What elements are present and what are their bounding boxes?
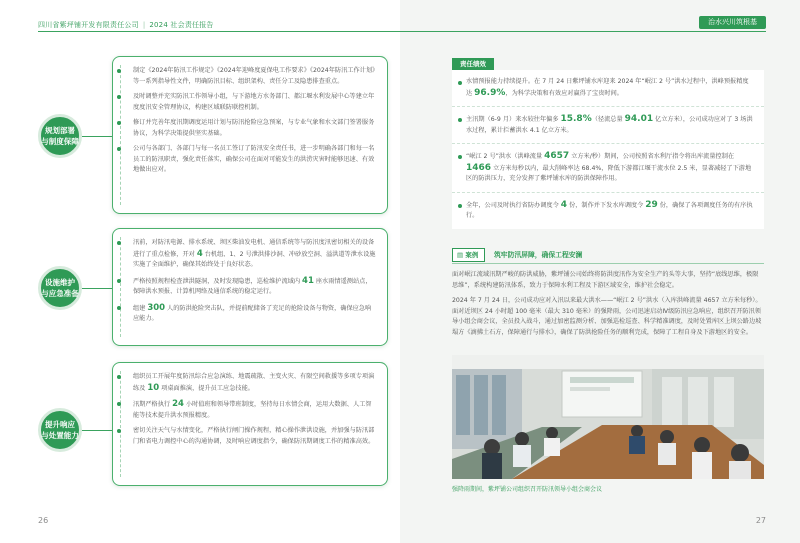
bullet-dot: [458, 118, 462, 122]
highlight-number: 29: [645, 199, 658, 210]
highlight-number: 41: [302, 275, 314, 286]
row-text: 立方米/秒）期间，公司按照省水利厅指令将出库流量控制在: [569, 153, 735, 160]
list-item: [123, 276, 377, 298]
section-facilities: [38, 228, 376, 346]
row-text: 全年，公司及时执行省防办调度令: [466, 201, 561, 209]
meeting-photo-illustration: [452, 355, 764, 479]
highlight-number: 96.9%: [474, 87, 506, 98]
item-text: 座水雨情遥测站点，保障洪水预报、计算机网络及通信系统的稳定运行。: [133, 277, 372, 295]
photo-caption: 强降雨期间，紫坪铺公司组织召开防汛领导小组会商会议: [452, 486, 603, 493]
list-item: [123, 399, 377, 421]
bullet-dot: [117, 69, 121, 73]
row-text: ，为科学决策和有效应对赢得了宝贵时间。: [505, 89, 623, 97]
bullet-dot: [117, 375, 121, 379]
bullet-dot: [458, 81, 462, 85]
page-number: 27: [755, 516, 766, 525]
header-rule: [400, 31, 766, 32]
performance-row: [452, 144, 764, 193]
section-card: [112, 56, 388, 214]
bullet-dot: [117, 95, 121, 99]
item-text: 公司与各部门、各部门与每一名员工签订了防汛安全责任书，进一步明确各部门和每一名员工的防汛职责，强化责任落实，确保公司在面对可能发生的洪涝灾害时能够迅速、有效地做出应对。: [133, 145, 375, 173]
badge-connector: [82, 288, 112, 289]
page-number: 26: [38, 516, 49, 525]
item-text: 人的防洪抢险突击队，并提前配储备了充足的抢险设备与物资，确保应急响应能力。: [133, 304, 372, 322]
case-body: [452, 270, 764, 343]
section-planning: [38, 56, 376, 216]
section-badge: [38, 114, 82, 158]
bullet-dot: [117, 121, 121, 125]
bullet-dot: [117, 241, 121, 245]
highlight-number: 4: [196, 248, 203, 259]
bullet-dot: [117, 279, 121, 283]
row-text: 份，制作并下发水库调度令: [567, 201, 646, 209]
row-text: 主汛期（6-9 月）来水较往年偏多: [466, 116, 561, 123]
header-report-title: 2024 社会责任报告: [149, 21, 214, 29]
performance-row: [452, 107, 764, 144]
case-paragraph: 面对岷江流域汛期严峻的防洪威胁，紫坪铺公司始终将防洪度汛作为安全生产的头等大事，坚持“底线思维，极限思维”，系统构建防汛体系，致力于保障水利工程及下游区域安全，维护社会稳定。: [452, 271, 759, 289]
item-text: 密切关注天气与水情变化，严格执行闸门操作规程，精心操作泄洪设施，并加强与防汛部门和省电力调控中心的沟通协调，及时响应调度指令，确保防汛期调度工作的精准高效。: [133, 427, 375, 445]
running-header: [38, 20, 214, 30]
highlight-number: 24: [172, 399, 184, 409]
bullet-dot: [458, 204, 462, 208]
header-separator: |: [142, 21, 146, 29]
item-text: 及时调整并充实防汛工作领导小组，与下游地方水务部门、都江堰水利发展中心等建立年度度汛安全管理协议，构建区域联防联控机制。: [133, 93, 375, 111]
case-header: [452, 248, 764, 262]
highlight-number: 4657: [544, 151, 570, 161]
performance-label: 责任绩效: [452, 58, 494, 70]
performance-box: [452, 70, 764, 229]
badge-connector: [82, 430, 112, 431]
list-item: [123, 92, 377, 113]
list-item: [123, 372, 377, 394]
chapter-tab: 治水兴川筑根基: [699, 16, 766, 29]
bullet-dot: [117, 306, 121, 310]
item-text: 汛期严格执行: [133, 401, 173, 408]
row-text: 水情预报能力持续提升。在 7 月 24 日紫坪铺水库迎来 2024 年“岷江 2 号”洪水过程中，洪峰预报精度达: [466, 78, 749, 97]
highlight-number: 300: [147, 302, 166, 313]
item-text: 组织员工开展年度防汛综合应急演练、地震疏散、主变火灾、有限空间救援等多项专项演练及: [133, 373, 375, 392]
list-item: [123, 238, 377, 271]
header-company: 四川省紫坪铺开发有限责任公司: [38, 21, 139, 29]
section-badge: [38, 408, 82, 452]
highlight-number: 10: [147, 382, 160, 393]
bullet-dot: [117, 147, 121, 151]
section-card: [112, 362, 388, 486]
section-badge-label: 提升响应 与处置能力: [41, 420, 79, 440]
bullet-dot: [117, 429, 121, 433]
case-badge-label: 案例: [465, 251, 479, 259]
section-response: [38, 362, 375, 486]
case-title: 筑牢防汛屏障，确保工程安澜: [494, 251, 583, 259]
case-rule: [452, 263, 764, 264]
section-card: [112, 228, 388, 346]
item-text: 制定《2024年防汛工作规定》《2024年迎峰度夏保电工作要求》《2024年防汛工作计划》等一系列指导性文件，明确防汛目标、组织架构、责任分工及隐患排查重点。: [133, 67, 376, 85]
item-text: 修订并完善年度汛期调度运用计划与防汛抢险应急预案，与专业气象和水文部门签署服务协议，为科学决策提供坚实基础。: [133, 119, 375, 137]
case-badge: [452, 248, 485, 262]
list-item: [123, 118, 377, 139]
item-text: 组建: [133, 304, 148, 312]
header-rule: [38, 31, 400, 32]
list-item: [123, 144, 377, 176]
list-item: [123, 303, 377, 325]
item-text: 台机组、1、2 号泄洪排沙洞、冲砂放空洞、溢洪道等泄水设施实施了全面维护，确保其始终处于良好状态。: [133, 250, 376, 268]
performance-row: [452, 70, 764, 107]
row-text: 份，确保了各项调度任务的有序执行。: [466, 201, 753, 219]
bullet-dot: [458, 155, 462, 159]
item-text: 小时值班和领导带班制度，坚持每日水情会商，运用大数据、人工智能等技术提升洪水预报精度。: [133, 401, 372, 419]
item-text: 严格按照规程检查泄洪隧洞，及时发现隐患，巡检维护流域内: [133, 277, 303, 285]
item-text: 项桌面推演，提升员工应急技能。: [159, 384, 254, 392]
row-text: 立方米每秒以内，最大削峰率达 68.4%，降低下游都江堰干流水位 2.5 米，显著减轻了下游地区的防洪压力，充分发挥了紫坪铺水库的防洪保障作用。: [466, 164, 752, 182]
row-text: 亿立方米），公司成功应对了 3 场洪水过程，累计拦蓄洪水 4.1 亿立方米。: [466, 116, 753, 134]
case-paragraph: 2024 年 7 月 24 日，公司成功应对入汛以来最大洪水——“岷江 2 号”洪水（入库洪峰流量 4657 立方米每秒）。面对近坝区 24 小时超 100 毫米（最大 310 毫米）的强降雨，公司迅速启动Ⅳ级防汛应急响应，组织召开防汛领导小组会商会议，全员投入战斗，通过加密监测分析、加强巡检巡查、科学精准调度，及时处置库区上坝公路边坡塌方《滴拂土石方，保障通行与排水》，确保了防洪抢险任务的顺利完成，保障了工程自身及下游地区的安全。: [452, 297, 762, 336]
badge-connector: [82, 136, 112, 137]
highlight-number: 1466: [466, 162, 492, 173]
list-item: [123, 426, 377, 447]
performance-row: [452, 193, 764, 229]
list-item: [123, 66, 377, 87]
section-badge-label: 设施维护 与应急准备: [41, 278, 79, 298]
meeting-photo: [452, 355, 764, 479]
right-page: [400, 0, 800, 543]
bullet-dot: [117, 402, 121, 406]
row-text: （径流总量: [591, 116, 625, 123]
highlight-number: 4: [560, 199, 568, 210]
item-text: 汛前，对防汛电源、排水系统、坝区柴油发电机、通信系统等与防汛度汛密切相关的设备进行了重点检修，开对: [133, 239, 375, 258]
row-text: “岷江 2 号”洪水（洪峰流量: [466, 153, 545, 160]
section-badge: [38, 266, 82, 310]
highlight-number: 15.8%: [560, 114, 592, 124]
case-badge-icon: ▤: [457, 251, 464, 259]
section-badge-label: 规划部署 与制度保障: [41, 126, 79, 146]
highlight-number: 94.01: [624, 114, 654, 124]
